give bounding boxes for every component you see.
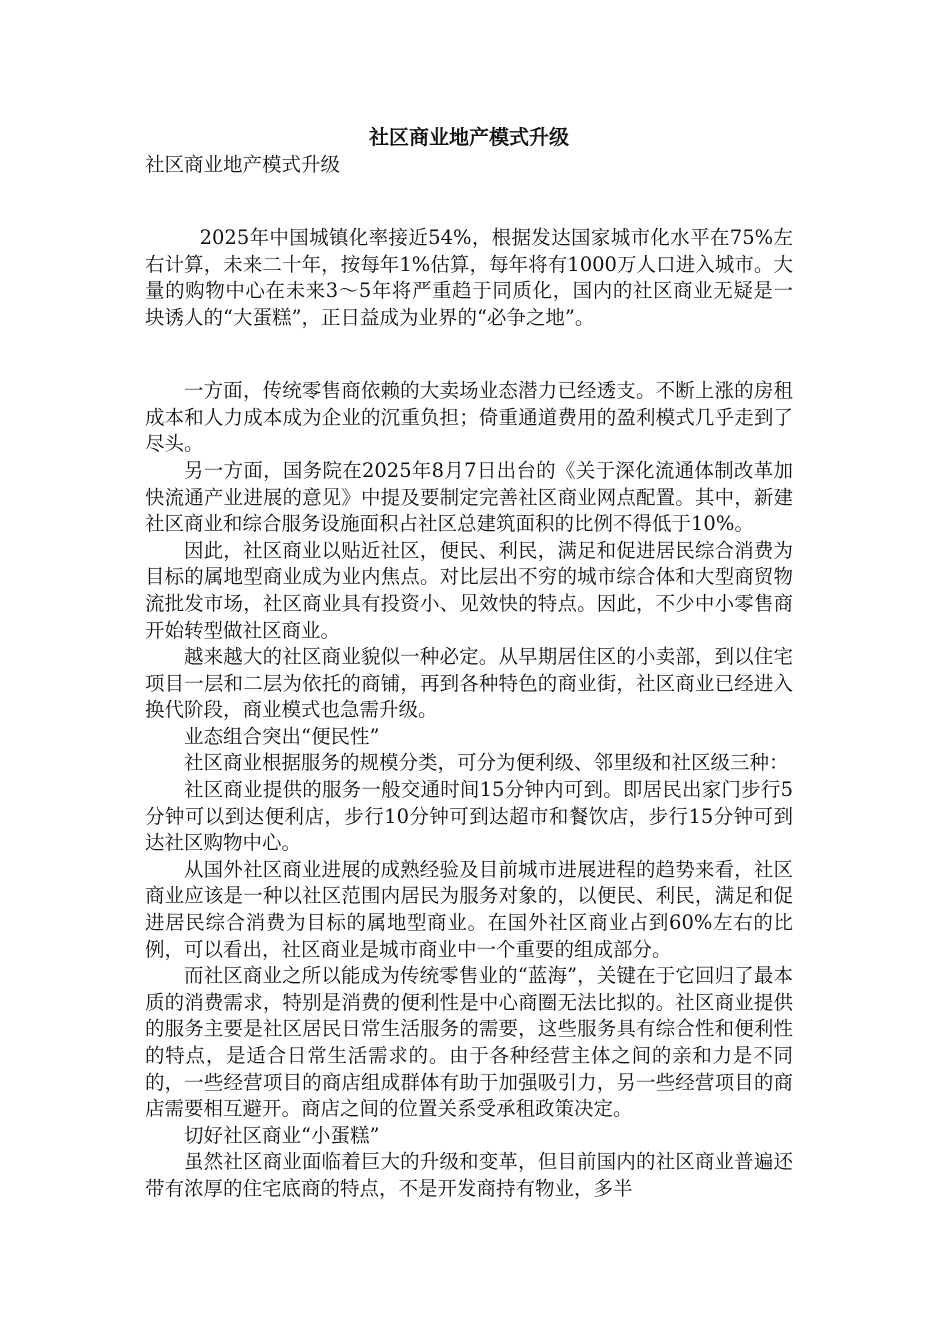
section-heading: 切好社区商业“小蛋糕” — [184, 1123, 380, 1147]
paragraph: 虽然社区商业面临着巨大的升级和变革，但目前国内的社区商业普遍还带有浓厚的住宅底商的特点，不是开发商持有物业，多半 — [145, 1150, 793, 1200]
paragraph: 一方面，传统零售商依赖的大卖场业态潜力已经透支。不断上涨的房租成本和人力成本成为企业的沉重负担；倚重通道费用的盈利模式几乎走到了尽头。 — [145, 379, 793, 456]
section-heading: 业态组合突出“便民性” — [184, 724, 380, 748]
paragraph: 社区商业根据服务的规模分类，可分为便利级、邻里级和社区级三种： — [184, 751, 789, 775]
paragraph: 因此，社区商业以贴近社区，便民、利民，满足和促进居民综合消费为目标的属地型商业成为业内焦点。对比层出不穷的城市综合体和大型商贸物流批发市场，社区商业具有投资小、见效快的特点。因此，不少中小零售商开始转型做社区商业。 — [145, 538, 793, 642]
paragraph: 社区商业提供的服务一般交通时间15分钟内可到。即居民出家门步行5分钟可以到达便利店，步行10分钟可到达超市和餐饮店，步行15分钟可到达社区购物中心。 — [145, 778, 793, 855]
blank-line — [145, 179, 793, 206]
document-subtitle: 社区商业地产模式升级 — [145, 153, 341, 176]
paragraph: 而社区商业之所以能成为传统零售业的“蓝海”，关键在于它回归了最本质的消费需求，特别是消费的便利性是中心商圈无法比拟的。社区商业提供的服务主要是社区居民日常生活服务的需要，这些服务具有综合性和便利性的特点，是适合日常生活需求的。由于各种经营主体之间的亲和力是不同的，一些经营项目的商店组成群体有助于加强吸引力，另一些经营项目的商店需要相互避开。商店之间的位置关系受承租政策决定。 — [145, 964, 793, 1121]
blank-line — [145, 358, 793, 378]
paragraph: 越来越大的社区商业貌似一种必定。从早期居住区的小卖部，到以住宅项目一层和二层为依托的商铺，再到各种特色的商业街，社区商业已经进入换代阶段，商业模式也急需升级。 — [145, 645, 793, 722]
blank-line — [145, 205, 793, 225]
document-body — [145, 122, 793, 1203]
paragraph: 另一方面，国务院在2025年8月7日出台的《关于深化流通体制改革加快流通产业进展的意见》中提及要制定完善社区商业网点配置。其中，新建社区商业和综合服务设施面积占社区总建筑面积的比例不得低于10%。 — [145, 458, 793, 536]
paragraph: 从国外社区商业进展的成熟经验及目前城市进展进程的趋势来看，社区商业应该是一种以社区范围内居民为服务对象的，以便民、利民，满足和促进居民综合消费为目标的属地型商业。在国外社区商业占到60%左右的比例，可以看出，社区商业是城市商业中一个重要的组成部分。 — [145, 857, 793, 961]
paragraph: 2025年中国城镇化率接近54%，根据发达国家城市化水平在75%左右计算，未来二十年，按每年1%估算，每年将有1000万人口进入城市。大量的购物中心在未来3～5年将严重趋于同质化，国内的社区商业无疑是一块诱人的“大蛋糕”，正日益成为业界的“必争之地”。 — [145, 226, 793, 329]
blank-line — [145, 332, 793, 359]
document-title: 社区商业地产模式升级 — [369, 125, 569, 149]
